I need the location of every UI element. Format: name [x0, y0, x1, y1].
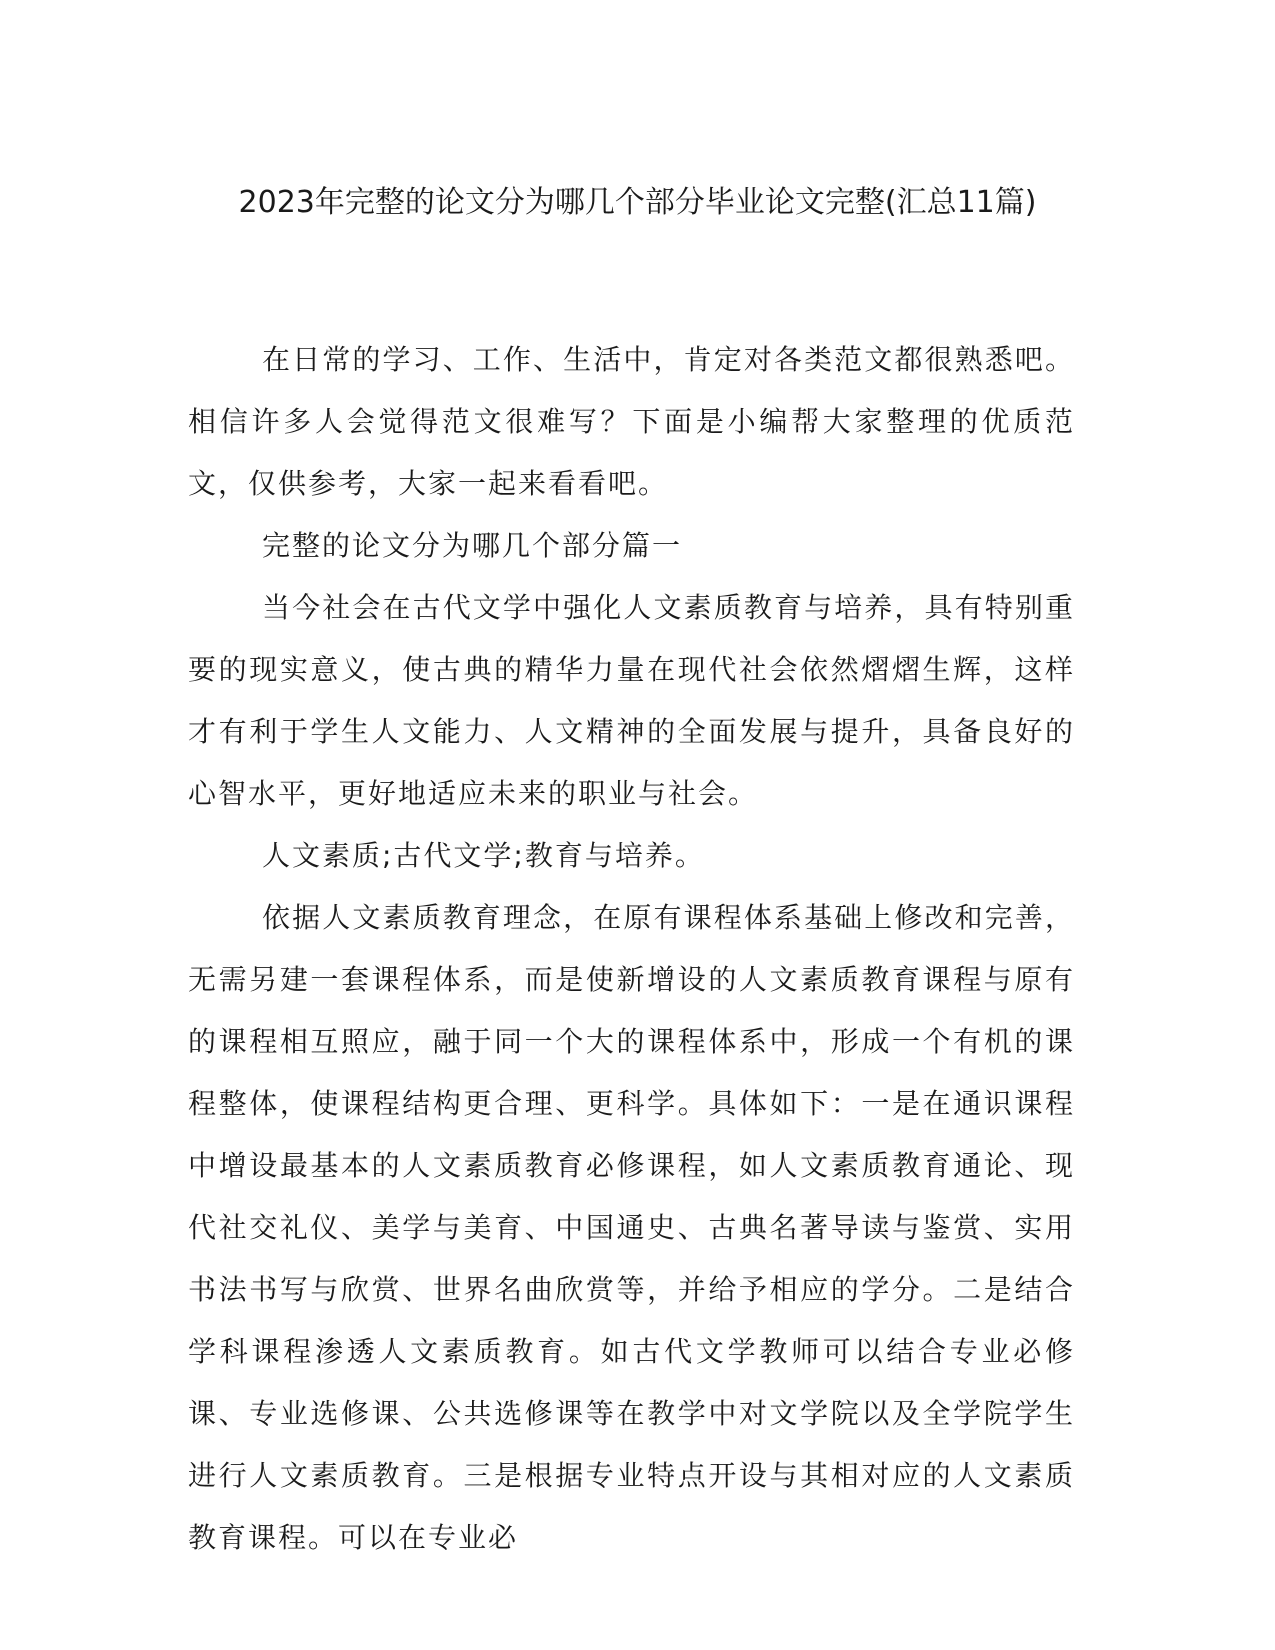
abstract-paragraph: 当今社会在古代文学中强化人文素质教育与培养，具有特别重要的现实意义，使古典的精华力量在现代社会依然熠熠生辉，这样才有利于学生人文能力、人文精神的全面发展与提升，具备良好的心智水平，更好地适应未来的职业与社会。 — [188, 591, 1075, 810]
section-heading: 完整的论文分为哪几个部分篇一 — [262, 529, 683, 562]
body-paragraph: 依据人文素质教育理念，在原有课程体系基础上修改和完善，无需另建一套课程体系，而是使新增设的人文素质教育课程与原有的课程相互照应，融于同一个大的课程体系中，形成一个有机的课程整体，使课程结构更合理、更科学。具体如下：一是在通识课程中增设最基本的人文素质教育必修课程，如人文素质教育通论、现代社交礼仪、美学与美育、中国通史、古典名著导读与鉴赏、实用书法书写与欣赏、世界名曲欣赏等，并给予相应的学分。二是结合学科课程渗透人文素质教育。如古代文学教师可以结合专业必修课、专业选修课、公共选修课等在教学中对文学院以及全学院学生进行人文素质教育。三是根据专业特点开设与其相对应的人文素质教育课程。可以在专业必 — [188, 901, 1075, 1554]
document-title: 2023年完整的论文分为哪几个部分毕业论文完整(汇总11篇) — [238, 185, 1037, 220]
keywords-paragraph: 人文素质;古代文学;教育与培养。 — [262, 839, 705, 872]
intro-paragraph: 在日常的学习、工作、生活中，肯定对各类范文都很熟悉吧。相信许多人会觉得范文很难写？下面是小编帮大家整理的优质范文，仅供参考，大家一起来看看吧。 — [188, 343, 1075, 500]
document-body — [188, 329, 1075, 1569]
